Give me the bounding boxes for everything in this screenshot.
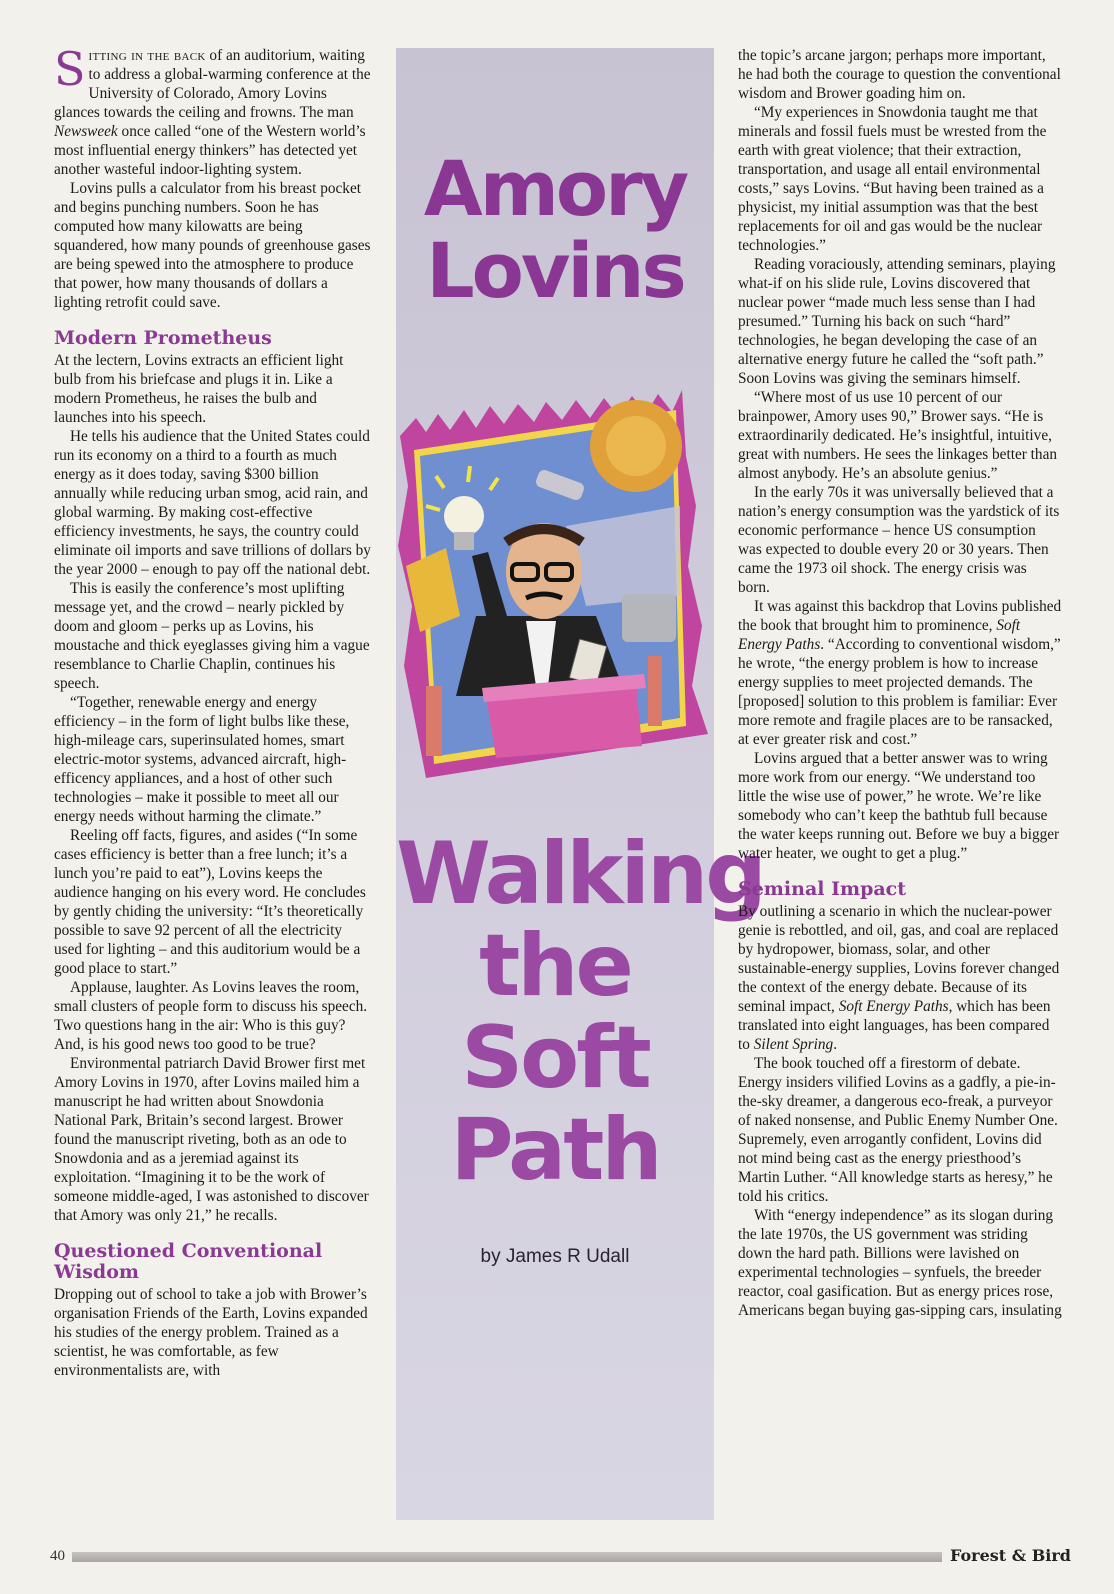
text: , which has been translated into eight languages, has been compared to [738, 998, 1051, 1053]
paragraph: Reeling off facts, figures, and asides (“In some cases efficiency is better than a free lunch; it’s a lunch you’re paid to eat”), Lovins keeps the audience hanging on his every word. He concludes by gently chiding the university: “It’s theoretically possible to save 92 percent of all the electricity used for lighting – and this auditorium would be a good place to start.” [54, 827, 366, 977]
light-bulb [444, 496, 484, 536]
paragraph: The book touched off a firestorm of debate. Energy insiders vilified Lovins as a gadfly, a pie-in-the-sky dreamer, a dangerous eco-freak, a purveyor of naked nonsense, and Public Enemy Number One. Supremely, even arrogantly confident, Lovins did not mind being cast as the energy priesthood’s Martin Luther. “All knowledge starts as heresy,” he told his critics. [738, 1055, 1058, 1205]
byline: by James R Udall [480, 1246, 630, 1267]
title-line: Soft [461, 1008, 649, 1108]
name-line: Amory [423, 144, 687, 233]
paragraph: Lovins pulls a calculator from his breast pocket and begins punching numbers. Soon he has computed how many kilowatts are being squandered, how many pounds of greenhouse gases are being spewed into the atmosphere to produce that power, how many thousands of dollars a lighting retrofit could save. [54, 180, 371, 311]
book-title: Silent Spring [753, 1036, 834, 1053]
book-title: Soft Energy Paths [738, 617, 1021, 653]
text: . “According to conventional wisdom,” he wrote, “the energy problem is how to increase energy supplies to meet projected demands. The [proposed] solution to this problem is familiar: Ever more remote and fragile places are to be ransacked, at ever greater risk and cost.” [738, 636, 1061, 748]
paragraph: This is easily the conference’s most uplifting message yet, and the crowd – nearly pickled by doom and gloom – perks up as Lovins, his moustache and thick eyeglasses giving him a vague resemblance to Charlie Chaplin, continues his speech. [54, 580, 370, 692]
right-column [738, 46, 1062, 1320]
paragraph [738, 597, 1062, 749]
paragraph: Lovins argued that a better answer was to wring more work from our energy. “We understand too little the wise use of power,” he wrote. We’re like somebody who can’t keep the bathtub full because the water keeps running out. Before we buy a bigger water heater, we ought to get a plug.” [738, 750, 1060, 862]
smokestack [426, 686, 442, 756]
toaster [622, 594, 676, 642]
lead-text: of an auditorium, waiting to address a global-warming conference at the University of Colorado, Amory Lovins glances towards the ceiling and frowns. The man [54, 47, 371, 121]
lead-caps: itting in the back [88, 47, 206, 64]
magazine-name: Forest & Bird [950, 1546, 1071, 1565]
paragraph: With “energy independence” as its slogan during the late 1970s, the US government was striding down the hard path. Billions were lavished on experimental technologies – synfuels, the breeder reactor, coal gasification. But as energy prices rose, Americans began buying gas-sipping cars, insulating [738, 1207, 1062, 1319]
name-line: Lovins [426, 226, 684, 315]
lead-em: Newsweek [54, 123, 118, 140]
subheading-seminal-impact: Seminal Impact [738, 878, 907, 900]
paragraph: Dropping out of school to take a job with Brower’s organisation Friends of the Earth, Lovins expanded his studies of the energy problem. Trained as a scientist, he was comfortable, as few environmentalists are, with [54, 1286, 368, 1379]
text: . [833, 1036, 838, 1053]
paragraph: Environmental patriarch David Brower first met Amory Lovins in 1970, after Lovins mailed him a manuscript he had written about Snowdonia National Park, Britain’s second largest. Brower found the manuscript riveting, both as an ode to Snowdonia and as a jeremiad against its exploitation. “Imagining it to be the work of someone middle-aged, I was astonished to discover that Amory was only 21,” he recalls. [54, 1055, 369, 1224]
title-line: Path [450, 1100, 660, 1200]
text: It was against this backdrop that Lovins published the book that brought him to prominence, [738, 598, 1062, 634]
page-number: 40 [50, 1548, 65, 1564]
footer-rule [72, 1552, 942, 1562]
lead-paragraph [54, 42, 372, 179]
lead-end: once called “one of the Western world’s most influential energy thinkers” has detected yet another wasteful indoor-lighting system. [54, 123, 366, 178]
subject-name [396, 144, 714, 315]
paragraph: “Where most of us use 10 percent of our brainpower, Amory uses 90,” Brower says. “He is extraordinarily dedicated. He’s insightful, intuitive, great with numbers. He sees the linkages better than almost anybody. He’s an absolute genius.” [738, 389, 1058, 482]
drop-cap: S [54, 42, 86, 96]
paragraph: He tells his audience that the United States could run its economy on a third to a fourth as much energy as it does today, saving $300 billion annually while reducing urban smog, acid rain, and global warming. By making cost-effective efficiency investments, he says, the country could eliminate oil imports and save trillions of dollars by the year 2000 – enough to pay off the national debt. [54, 428, 371, 578]
subheading-modern-prometheus: Modern Prometheus [54, 327, 272, 349]
article-title [396, 824, 764, 1200]
title-line: Walking [396, 824, 764, 924]
paragraph: Applause, laughter. As Lovins leaves the room, small clusters of people form to discuss his speech. Two questions hang in the air: Who is this guy? And, is his good news too good to be true? [54, 979, 368, 1053]
subheading-questioned-wisdom: Questioned Conventional Wisdom [54, 1240, 323, 1283]
title-line: the [479, 916, 631, 1016]
paragraph: “My experiences in Snowdonia taught me that minerals and fossil fuels must be wrested from the earth with great violence; that their extraction, transportation, and usage all entail environmental costs,” says Lovins. “But having been trained as a physicist, my initial assumption was that the best replacements for oil and gas would be the nuclear technologies.” [738, 104, 1047, 254]
paragraph: “Together, renewable energy and energy efficiency – in the form of light bulbs like these, high-mileage cars, superinsulated homes, smart electric-motor systems, advanced aircraft, high-efficency appliances, and a host of other such technologies – make it possible to meet all our energy needs without harming the climate.” [54, 694, 350, 825]
paragraph [738, 902, 1062, 1054]
text: By outlining a scenario in which the nuclear-power genie is rebottled, and oil, gas, and coal are replaced by hydropower, biomass, solar, and other sustainable-energy supplies, Lovins forever changed the context of the energy debate. Because of its seminal impact, [738, 903, 1060, 1015]
paragraph: the topic’s arcane jargon; perhaps more important, he had both the courage to question the conventional wisdom and Brower goading him on. [738, 47, 1061, 102]
paragraph: Reading voraciously, attending seminars, playing what-if on his slide rule, Lovins discovered that nuclear power “made much less sense than I had presumed.” Turning his back on such “hard” technologies, he began developing the case of an alternative energy future he called the “soft path.” Soon Lovins was giving the seminars himself. [738, 256, 1056, 387]
left-column [54, 42, 372, 1380]
paragraph: In the early 70s it was universally believed that a nation’s energy consumption was the yardstick of its economic performance – hence US consumption was expected to double every 20 or 30 years. Then came the 1973 oil shock. The energy crisis was born. [738, 484, 1060, 596]
book-title: Soft Energy Paths [838, 998, 949, 1015]
title-band [396, 48, 764, 1520]
portrait-illustration [386, 366, 726, 786]
paragraph: At the lectern, Lovins extracts an efficient light bulb from his briefcase and plugs it in. Like a modern Prometheus, he raises the bulb and launches into his speech. [54, 352, 344, 426]
